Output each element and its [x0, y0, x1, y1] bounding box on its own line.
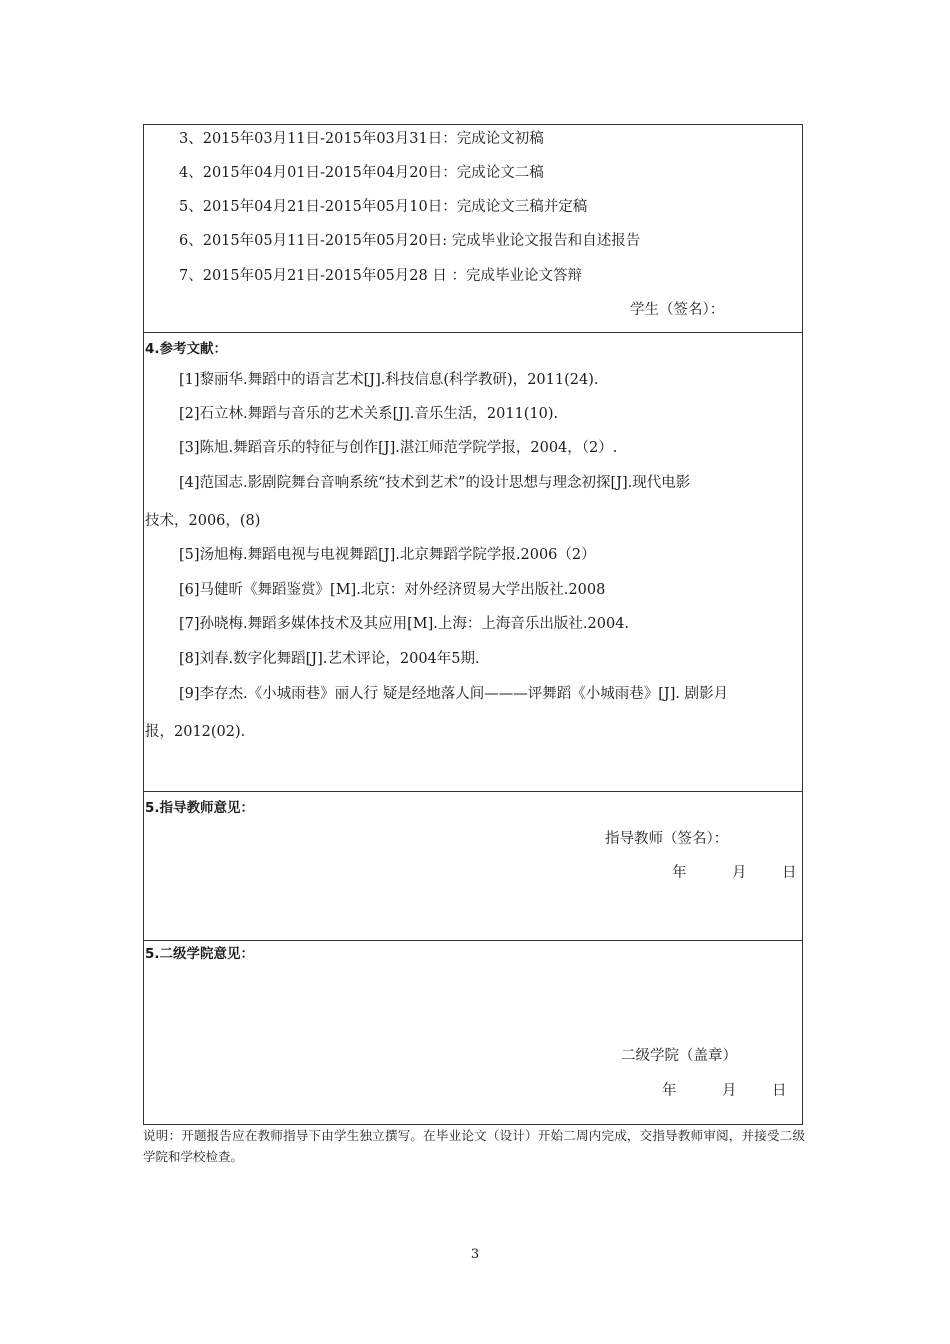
- college-year-label: 年: [662, 1083, 677, 1099]
- teacher-opinion-row: [144, 792, 803, 941]
- teacher-opinion-cell: [144, 792, 803, 941]
- teacher-day-label: 日: [782, 865, 797, 881]
- teacher-signature-label: 指导教师（签名）：: [605, 831, 729, 847]
- schedule-cell: [144, 125, 803, 333]
- schedule-item: 7、2015年05月21日-2015年05月28 日 ：完成毕业论文答辩: [179, 268, 582, 284]
- schedule-item: 6、2015年05月11日-2015年05月20日: 完成毕业论文报告和自述报告: [179, 233, 641, 249]
- college-seal-label: 二级学院（盖章）: [621, 1048, 737, 1064]
- reference-item-continued: 技术，2006，(8): [145, 513, 261, 529]
- college-day-label: 日: [772, 1083, 787, 1099]
- schedule-item: 3、2015年03月11日-2015年03月31日：完成论文初稿: [179, 131, 544, 147]
- teacher-year-label: 年: [672, 865, 687, 881]
- reference-item: [4]范国志.影剧院舞台音响系统“技术到艺术”的设计思想与理念初探[J].现代电影: [179, 475, 691, 491]
- schedule-item: 4、2015年04月01日-2015年04月20日：完成论文二稿: [179, 165, 544, 181]
- college-opinion-cell: [144, 941, 803, 1125]
- reference-item: [2]石立林.舞蹈与音乐的艺术关系[J].音乐生活，2011(10).: [179, 406, 559, 422]
- references-cell: [144, 333, 803, 792]
- college-opinion-heading: 5.二级学院意见：: [145, 946, 255, 962]
- teacher-month-label: 月: [732, 865, 747, 881]
- reference-item: [5]汤旭梅.舞蹈电视与电视舞蹈[J].北京舞蹈学院学报.2006（2）: [179, 547, 596, 563]
- schedule-item: 5、2015年04月21日-2015年05月10日：完成论文三稿并定稿: [179, 199, 588, 215]
- reference-item: [6]马健昕《舞蹈鉴赏》[M].北京：对外经济贸易大学出版社.2008: [179, 582, 606, 598]
- college-opinion-row: [144, 941, 803, 1125]
- form-note: 说明：开题报告应在教师指导下由学生独立撰写。在毕业论文（设计）开始二周内完成，交指导教师审阅，并接受二级学院和学校检查。: [143, 1128, 805, 1164]
- reference-item-continued: 报，2012(02).: [145, 724, 246, 740]
- schedule-row: [144, 125, 803, 333]
- references-row: [144, 333, 803, 792]
- page-number: 3: [470, 1247, 480, 1262]
- reference-item: [8]刘春.数字化舞蹈[J].艺术评论，2004年5期.: [179, 651, 480, 667]
- reference-item: [9]李存杰.《小城雨巷》丽人行 疑是经地落人间———评舞蹈《小城雨巷》[J]. 剧影月: [179, 686, 729, 702]
- student-signature-label: 学生（签名）：: [630, 302, 725, 318]
- references-heading: 4.参考文献：: [145, 341, 228, 357]
- college-month-label: 月: [722, 1083, 737, 1099]
- report-form-table: [143, 124, 803, 1125]
- reference-item: [1]黎丽华.舞蹈中的语言艺术[J].科技信息(科学教研)，2011(24).: [179, 372, 599, 388]
- reference-item: [3]陈旭.舞蹈音乐的特征与创作[J].湛江师范学院学报，2004，（2）.: [179, 440, 618, 456]
- reference-item: [7]孙晓梅.舞蹈多媒体技术及其应用[M].上海：上海音乐出版社.2004.: [179, 616, 630, 632]
- teacher-opinion-heading: 5.指导教师意见：: [145, 800, 255, 816]
